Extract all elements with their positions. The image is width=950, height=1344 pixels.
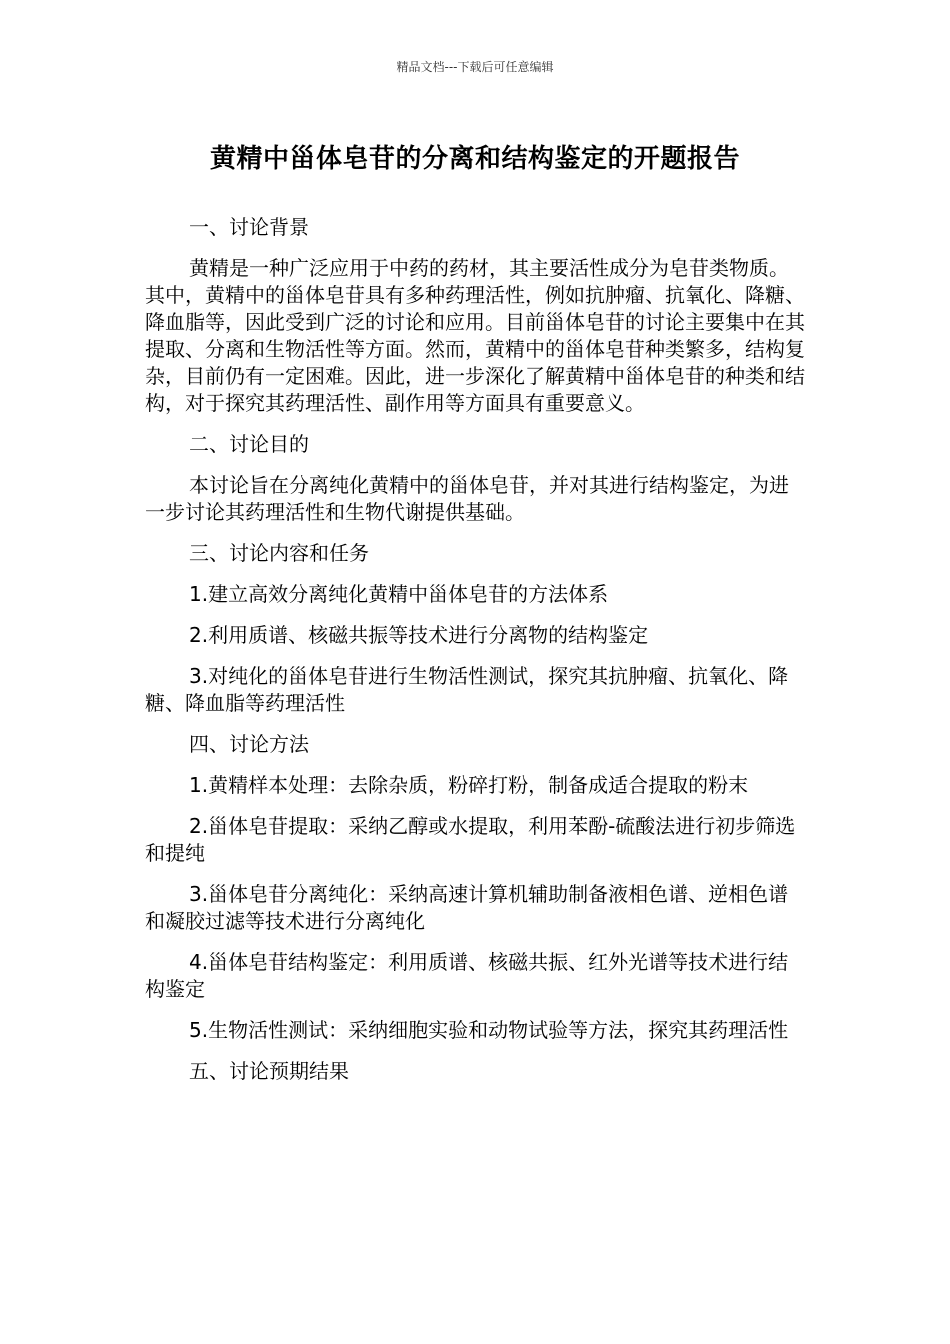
section-heading-content: 三、讨论内容和任务 <box>189 541 369 565</box>
paragraph-background: 黄精是一种广泛应用于中药的药材，其主要活性成分为皂苷类物质。其中，黄精中的甾体皂苷具有多种药理活性，例如抗肿瘤、抗氧化、降糖、降血脂等，因此受到广泛的讨论和应用。目前甾体皂苷的讨论主要集中在其提取、分离和生物活性等方面。然而，黄精中的甾体皂苷种类繁多，结构复杂，目前仍有一定困难。因此，进一步深化了解黄精中甾体皂苷的种类和结构，对于探究其药理活性、副作用等方面具有重要意义。 <box>145 256 805 415</box>
paragraph-purpose: 本讨论旨在分离纯化黄精中的甾体皂苷，并对其进行结构鉴定，为进一步讨论其药理活性和生物代谢提供基础。 <box>145 473 789 524</box>
list-item: 3.甾体皂苷分离纯化：采纳高速计算机辅助制备液相色谱、逆相色谱和凝胶过滤等技术进行分离纯化 <box>145 882 789 933</box>
list-item: 1.黄精样本处理：去除杂质，粉碎打粉，制备成适合提取的粉末 <box>189 773 749 797</box>
section-heading-background: 一、讨论背景 <box>189 215 309 239</box>
document-body <box>145 214 805 1099</box>
section-heading-expected-results: 五、讨论预期结果 <box>189 1059 349 1083</box>
page-header: 精品文档---下载后可任意编辑 <box>396 60 554 74</box>
section-heading-purpose: 二、讨论目的 <box>189 432 309 456</box>
list-item: 3.对纯化的甾体皂苷进行生物活性测试，探究其抗肿瘤、抗氧化、降糖、降血脂等药理活性 <box>145 664 789 715</box>
list-item: 1.建立高效分离纯化黄精中甾体皂苷的方法体系 <box>189 582 609 606</box>
list-item: 5.生物活性测试：采纳细胞实验和动物试验等方法，探究其药理活性 <box>189 1018 789 1042</box>
document-title: 黄精中甾体皂苷的分离和结构鉴定的开题报告 <box>209 144 740 174</box>
section-heading-methods: 四、讨论方法 <box>189 732 309 756</box>
list-item: 2.甾体皂苷提取：采纳乙醇或水提取，利用苯酚-硫酸法进行初步筛选和提纯 <box>145 814 796 865</box>
list-item: 2.利用质谱、核磁共振等技术进行分离物的结构鉴定 <box>189 623 649 647</box>
list-item: 4.甾体皂苷结构鉴定：利用质谱、核磁共振、红外光谱等技术进行结构鉴定 <box>145 950 789 1001</box>
